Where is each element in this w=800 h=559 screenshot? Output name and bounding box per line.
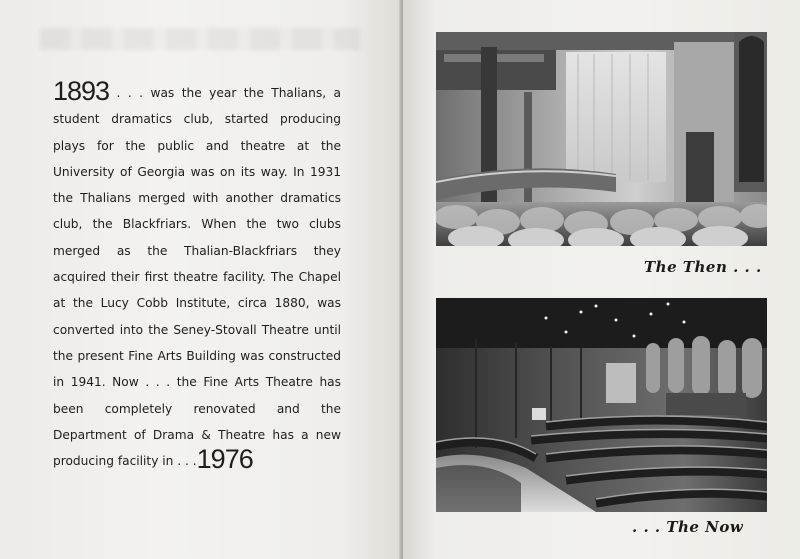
show-through-text xyxy=(40,28,360,50)
new-theatre-image xyxy=(436,298,767,512)
caption-then: The Then . . . xyxy=(644,258,762,276)
history-text: . . . was the year the Thalians, a student dramatics club, started producing plays for the public and theatre at the University of Georgia was on its way. In 1931 the Thalians merged with another dramatics club, the Blackfriars. When the two clubs merged as the Thalian-Blackfriars they acquired their first theatre facility. The Chapel at the Lucy Cobb Institute, circa 1880, was converted into the Seney-Stovall Theatre until the present Fine Arts Building was constructed in 1941. Now . . . the Fine Arts Theatre has been completely renovated and the Department of Drama & Theatre has a new producing facility in . . . xyxy=(53,86,342,469)
caption-now: . . . The Now xyxy=(632,518,744,536)
old-theatre-image xyxy=(436,32,767,246)
photo-old-theatre xyxy=(436,32,767,246)
closing-year: 1976 xyxy=(196,444,253,475)
history-paragraph xyxy=(53,76,342,475)
opening-year: 1893 xyxy=(53,76,110,106)
photo-new-theatre xyxy=(436,298,767,512)
